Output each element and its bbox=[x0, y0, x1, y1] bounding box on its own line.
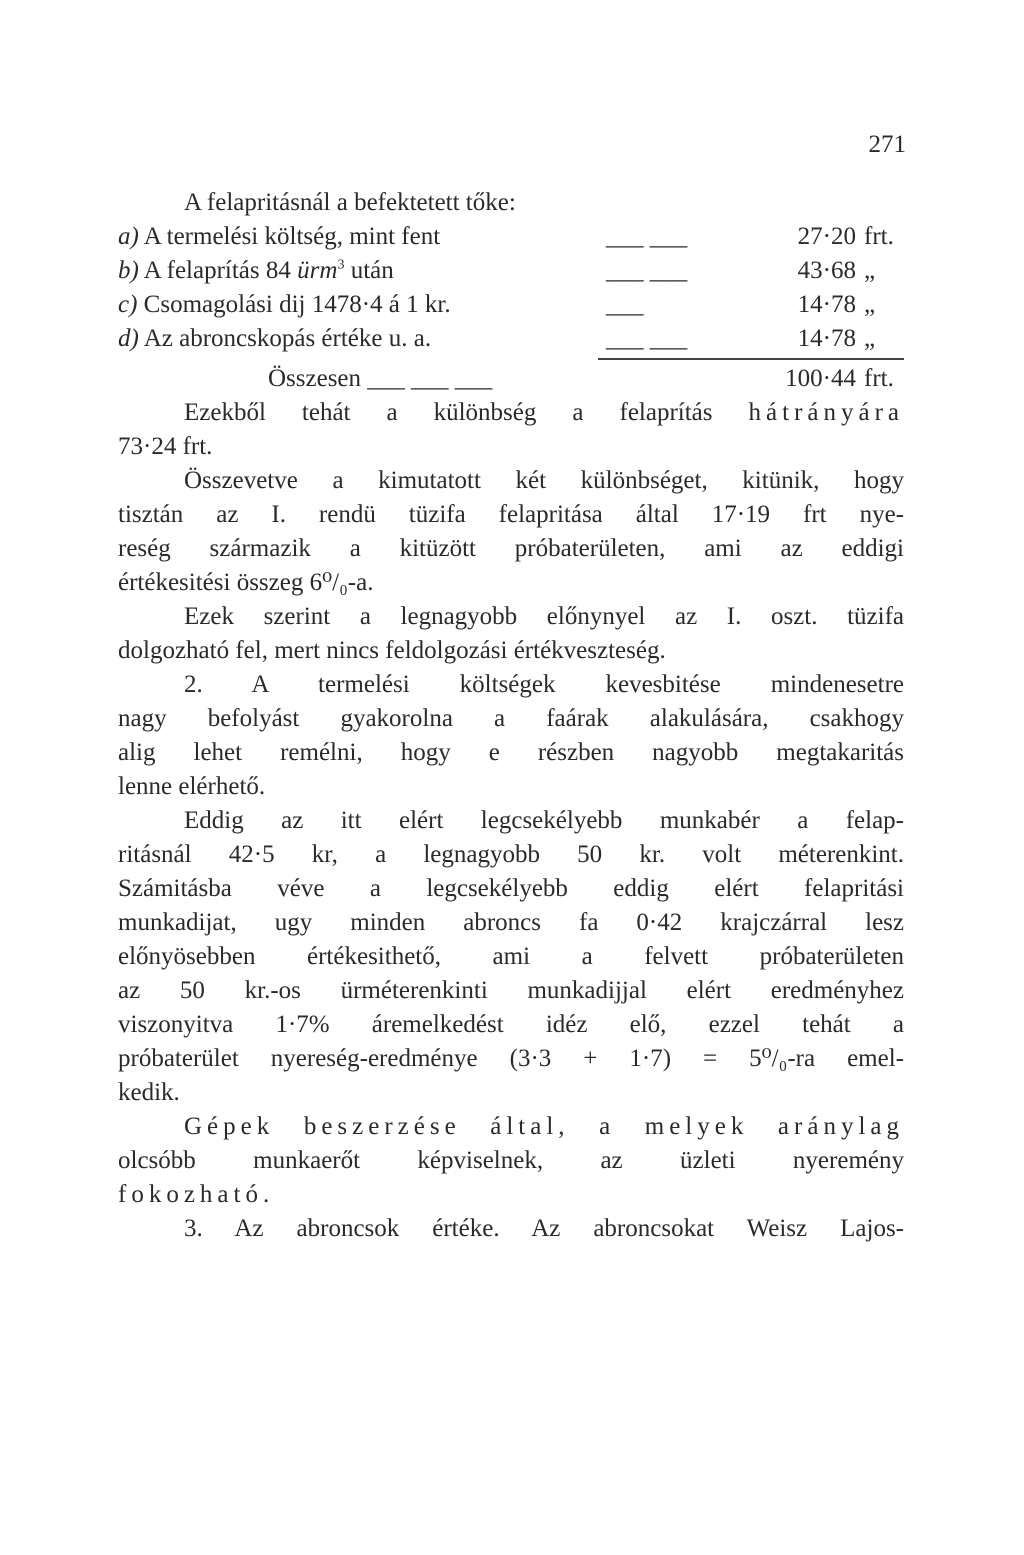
cost-item-d: d) Az abroncskopás értéke u. a. ___ ___ 14·78 „ bbox=[118, 322, 904, 356]
section-heading: A felapritásnál a befektetett tőke: bbox=[184, 189, 516, 216]
paragraph-line: fokozható. bbox=[118, 1181, 275, 1208]
paragraph-line: viszonyitva 1·7% áremelkedést idéz elő, ezzel tehát a bbox=[118, 1011, 904, 1038]
paragraph-line: próbaterület nyereség-eredménye (3·3 + 1·7) = 5⁰/₀-ra emel- bbox=[118, 1045, 904, 1072]
total-row: Összesen ___ ___ ___ 100·44 frt. bbox=[118, 362, 904, 396]
paragraph-line: 2. A termelési költségek kevesbitése mindenesetre bbox=[184, 671, 904, 698]
paragraph-line: az 50 kr.-os ürméterenkinti munkadijjal elért eredményhez bbox=[118, 977, 904, 1004]
total-amount: 100·44 bbox=[785, 365, 856, 392]
paragraph-line: tisztán az I. rendü tüzifa felapritása által 17·19 frt nye- bbox=[118, 501, 904, 528]
cost-item-a: a) A termelési költség, mint fent ___ ___ 27·20 frt. bbox=[118, 220, 904, 254]
paragraph-difference: Ezekből tehát a különbség a felaprítás hátrányára bbox=[184, 399, 904, 426]
cost-amount: 14·78 bbox=[797, 325, 856, 352]
cost-amount: 43·68 bbox=[797, 257, 856, 284]
paragraph-line: Összevetve a kimutatott két különbséget, kitünik, hogy bbox=[184, 467, 904, 494]
paragraph-line: ritásnál 42·5 kr, a legnagyobb 50 kr. volt méterenkint. bbox=[118, 841, 904, 868]
paragraph-line: Számitásba véve a legcsekélyebb eddig elért felapritási bbox=[118, 875, 904, 902]
paragraph-line: előnyösebben értékesithető, ami a felvett próbaterületen bbox=[118, 943, 904, 970]
cost-amount: 14·78 bbox=[797, 291, 856, 318]
paragraph-line: értékesitési összeg 6⁰/₀-a. bbox=[118, 569, 374, 596]
paragraph-line: kedik. bbox=[118, 1079, 180, 1106]
paragraph-line: Gépek beszerzése által, a melyek aránylag bbox=[184, 1113, 904, 1140]
cost-item-b: b) A felaprítás 84 ürm$^3$ után ___ ___ 43·68 „ bbox=[118, 254, 904, 288]
paragraph-line: Ezek szerint a legnagyobb előnynyel az I. oszt. tüzifa bbox=[184, 603, 904, 630]
paragraph-line: olcsóbb munkaerőt képviselnek, az üzleti nyeremény bbox=[118, 1147, 904, 1174]
paragraph-line: nagy befolyást gyakorolna a faárak alakulására, csakhogy bbox=[118, 705, 904, 732]
cost-amount: 27·20 bbox=[797, 223, 856, 250]
paragraph-line: 3. Az abroncsok értéke. Az abroncsokat Weisz Lajos- bbox=[184, 1215, 904, 1242]
paragraph-line: Eddig az itt elért legcsekélyebb munkabér a felap- bbox=[184, 807, 904, 834]
cost-item-c: c) Csomagolási dij 1478·4 á 1 kr. ___ 14·78 „ bbox=[118, 288, 904, 322]
page-number: 271 bbox=[868, 131, 906, 158]
paragraph-line: lenne elérhető. bbox=[118, 773, 266, 800]
paragraph-line: munkadijat, ugy minden abroncs fa 0·42 krajczárral lesz bbox=[118, 909, 904, 936]
paragraph-line: dolgozható fel, mert nincs feldolgozási értékveszteség. bbox=[118, 637, 666, 664]
sum-rule bbox=[598, 358, 904, 360]
paragraph-line: reség származik a kitüzött próbaterületen, ami az eddigi bbox=[118, 535, 904, 562]
paragraph-line: alig lehet remélni, hogy e részben nagyobb megtakaritás bbox=[118, 739, 904, 766]
text-body: A felapritásnál a befektetett tőke: a) A termelési költség, mint fent ___ ___ 27·20 frt. b) A felaprítás 84 ürm$^3$ után ___ ___ 43·68 „ c) Csomagolási dij 1478·4 á 1 kr. ___ 14·78 „ d) Az abroncskopás értéke u. a. ___ ___ 14·78 „ Összesen ___ ___ ___ 100·44 frt. Ezekből tehát a különbség a felaprítás hátrányára 73·24 frt. Összevetve a kimutatott két különbséget, kitünik, hogy tisztán az I. rendü tüzifa felapritása által 17·19 frt nye- reség származik a kitüzött próbaterületen, ami az eddigi értékesitési összeg 6⁰/₀-a. Ezek szerint a legnagyobb előnynyel az I. oszt. tüzifa dolgozható fel, mert nincs feldolgozási értékveszteség. 2. A termelési költségek kevesbitése mindenesetre nagy befolyást gyakorolna a faárak alakulására, csakhogy alig lehet remélni, hogy e részben nagyobb megtakaritás lenne elérhető. Eddig az itt elért legcsekélyebb munkabér a felap- ritásnál 42·5 kr, a legnagyobb 50 kr. volt méterenkint. Számitásba véve a legcsekélyebb eddig elért felapritási munkadijat, ugy minden abroncs fa 0·42 krajczárral lesz előnyösebben értékesithető, ami a felvett próbaterületen az 50 kr.-os ürméterenkinti munkadijjal elért eredményhez viszonyitva 1·7% áremelkedést idéz elő, ezzel tehát a próbaterület nyereség-eredménye (3·3 + 1·7) = 5⁰/₀-ra emel- kedik. Gépek beszerzése által, a melyek aránylag olcsóbb munkaerőt képviselnek, az üzleti nyeremény fokozható. 3. Az abroncsok értéke. Az abroncsokat Weisz Lajos- bbox=[118, 186, 904, 1246]
